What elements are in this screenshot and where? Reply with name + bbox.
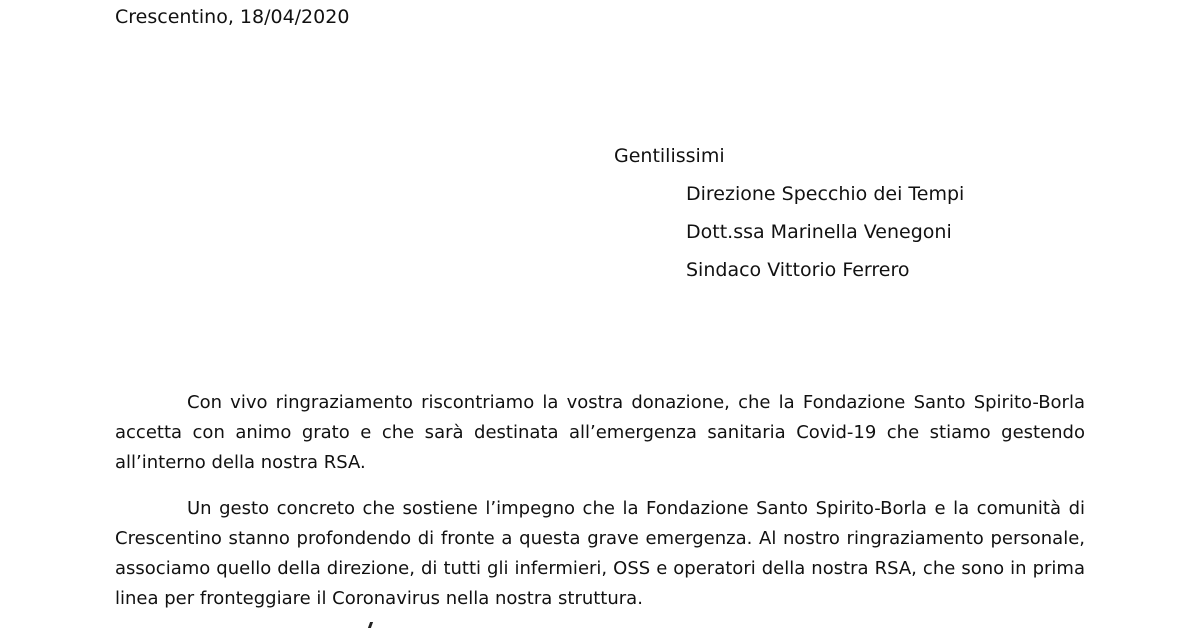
- letter-body: [115, 388, 1085, 630]
- place-date: Crescentino, 18/04/2020: [115, 6, 350, 28]
- body-paragraph: Con vivo ringraziamento riscontriamo la vostra donazione, che la Fondazione Santo Spirito-Borla accetta con animo grato e che sarà destinata all’emergenza sanitaria Covid-19 che stiamo gestendo all’interno della nostra RSA.: [115, 392, 1085, 473]
- body-paragraph: Un gesto concreto che sostiene l’impegno che la Fondazione Santo Spirito-Borla e la comunità di Crescentino stanno profondendo di fronte a questa grave emergenza. Al nostro ringraziamento personale, associamo quello della direzione, di tutti gli infermieri, OSS e operatori della nostra RSA, che sono in prima linea per fronteggiare il Coronavirus nella nostra struttura.: [115, 498, 1085, 609]
- recipient-line: Dott.ssa Marinella Venegoni: [686, 221, 952, 243]
- recipient-line: Sindaco Vittorio Ferrero: [686, 259, 910, 281]
- recipient-line: Direzione Specchio dei Tempi: [686, 183, 965, 205]
- greeting: Gentilissimi: [614, 145, 725, 167]
- recipient-list: [686, 181, 964, 295]
